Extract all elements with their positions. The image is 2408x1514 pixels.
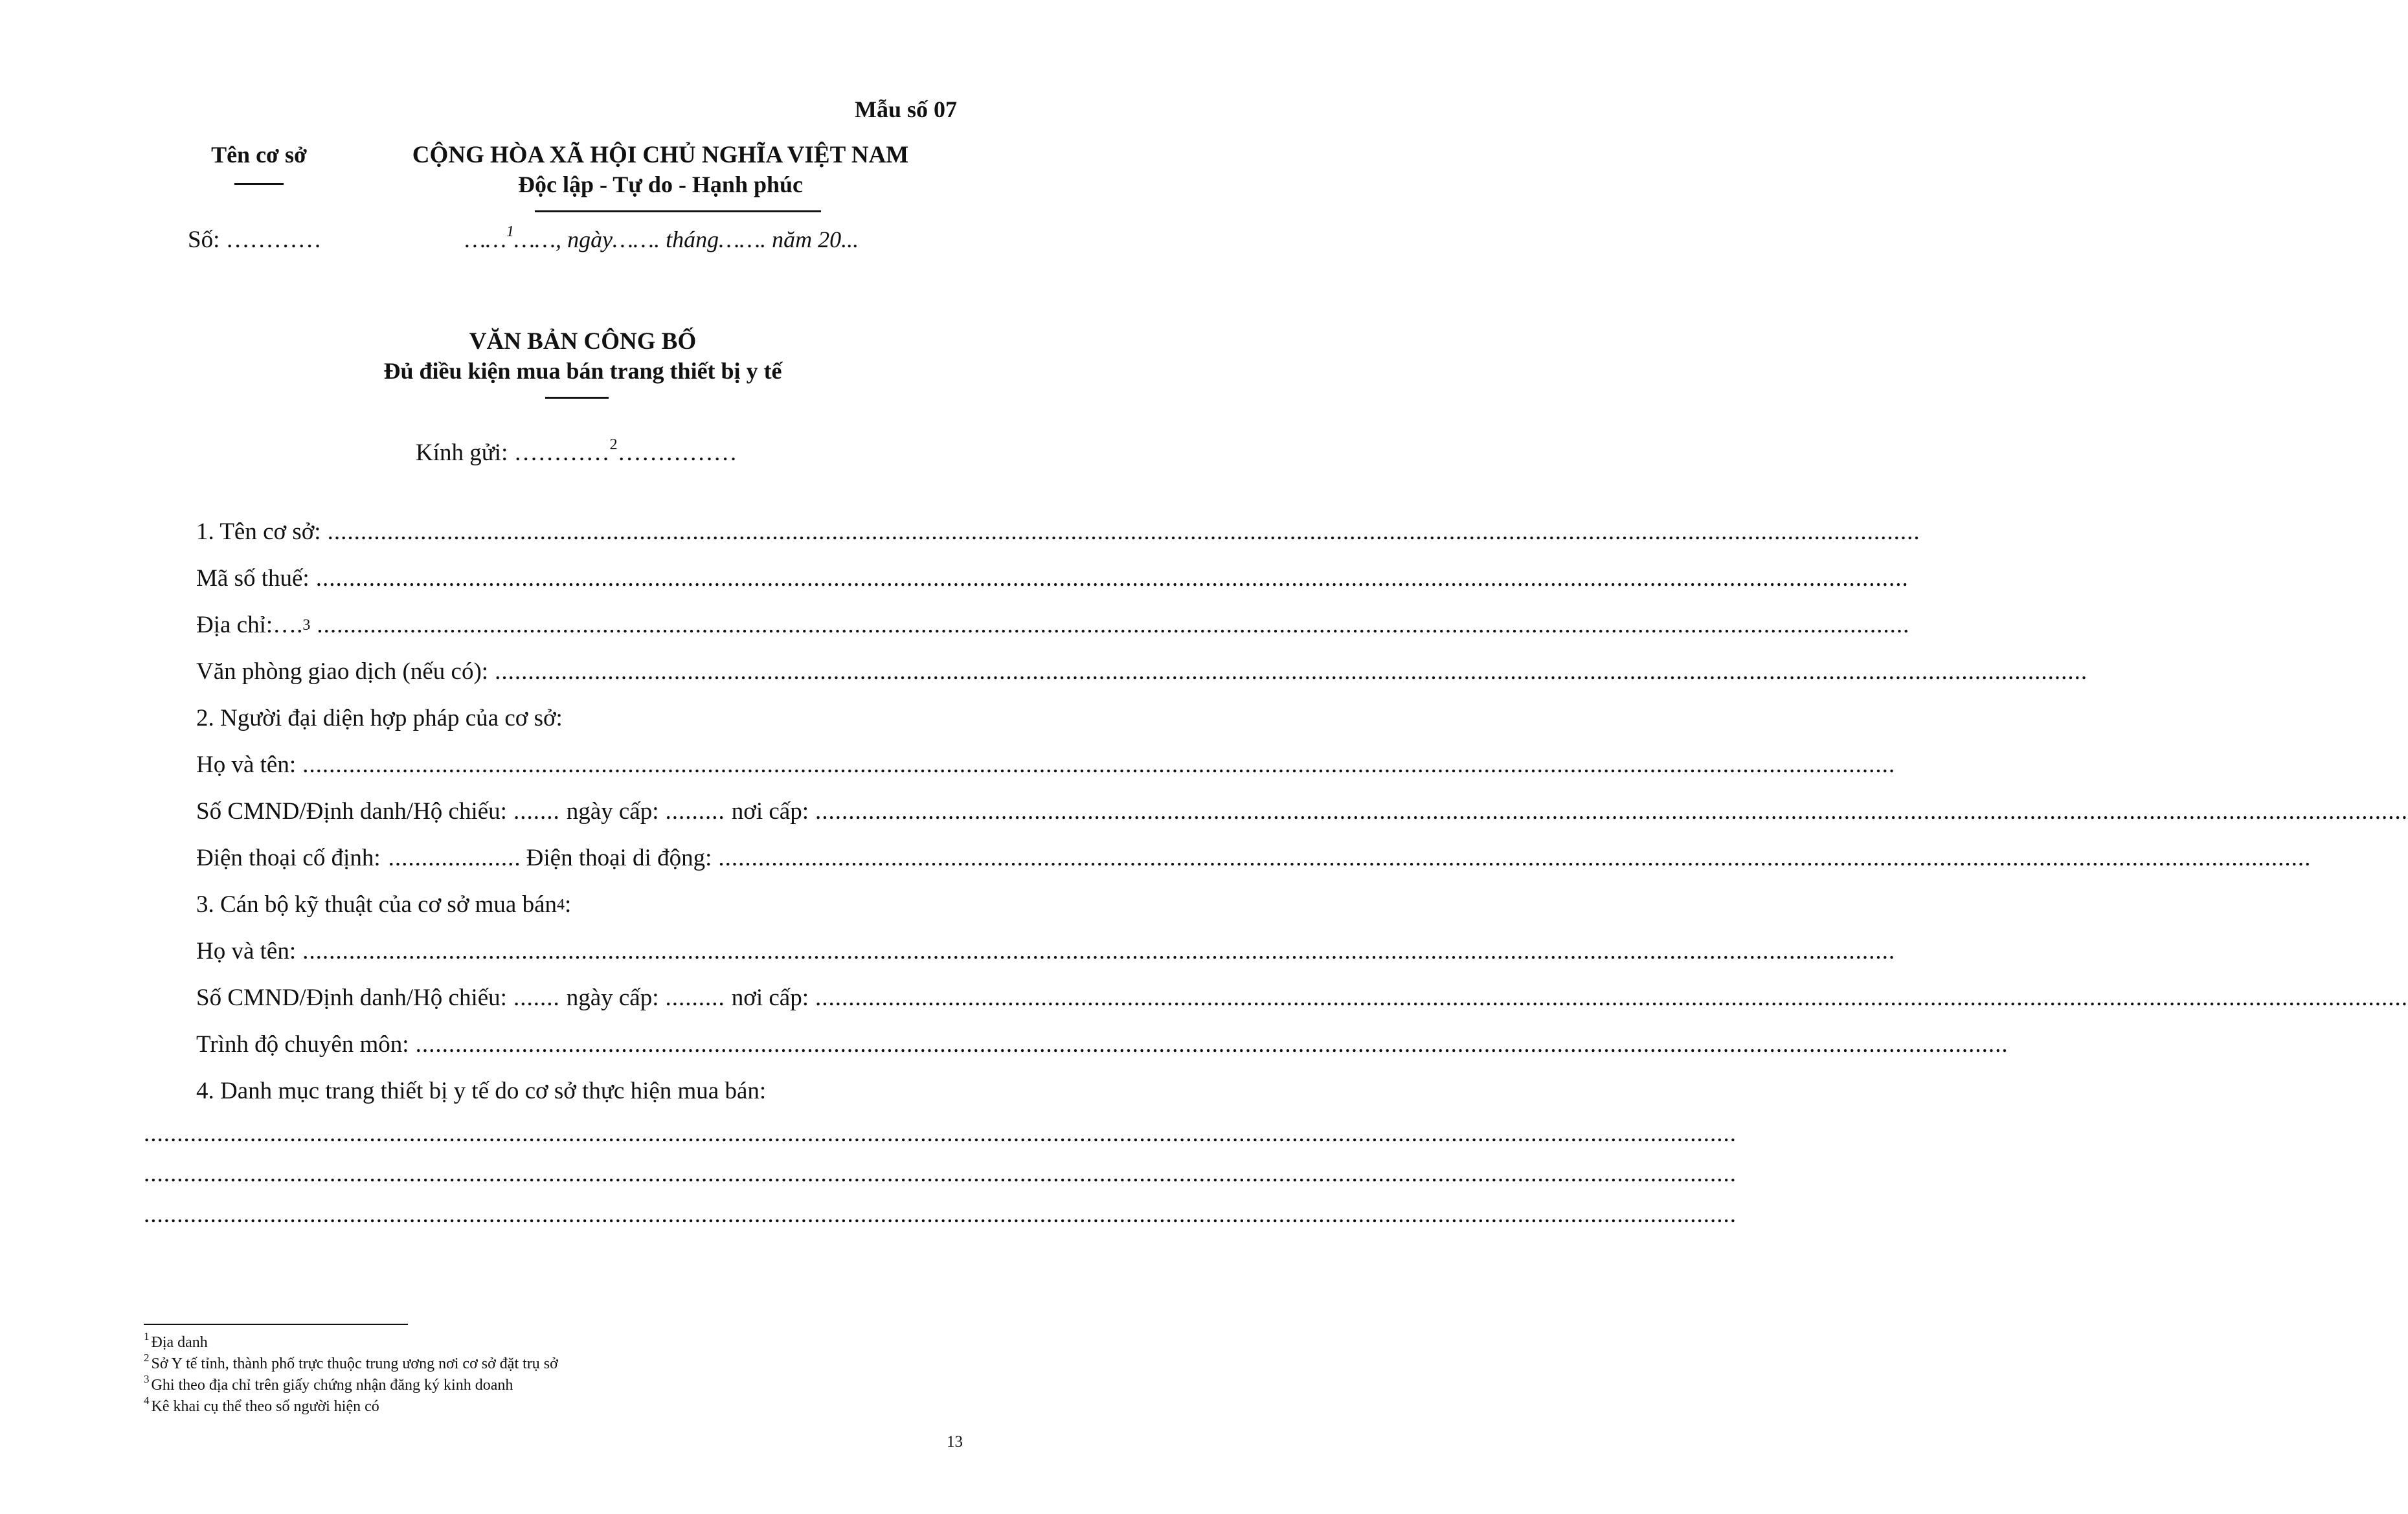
field-tax-code xyxy=(196,564,1909,597)
field-rep-name xyxy=(196,751,1896,783)
fill-dots: ................................................................................................................................................................................................................................................ xyxy=(302,751,1896,778)
document-title: VĂN BẢN CÔNG BỐ xyxy=(469,328,697,355)
day-dots: ……. xyxy=(613,227,660,252)
field-label: Họ và tên: xyxy=(196,938,297,964)
title-underline xyxy=(545,397,609,399)
issue-place-label: nơi cấp: xyxy=(731,798,809,825)
recipient-dots-b: …………… xyxy=(617,440,737,466)
org-name-label: Tên cơ sở xyxy=(211,142,307,168)
month-label: tháng xyxy=(666,227,719,252)
footnote xyxy=(144,1332,208,1353)
recipient-line xyxy=(416,436,737,467)
mobile-dots: ................................................................................................................................................................................................................................................ xyxy=(718,845,2312,871)
field-qualification xyxy=(196,1030,2009,1063)
footnote xyxy=(144,1353,558,1374)
document-subtitle: Đủ điều kiện mua bán trang thiết bị y tế xyxy=(383,358,782,384)
id-dots: ....... xyxy=(513,798,560,825)
field-label: Họ và tên: xyxy=(196,751,297,778)
place-footnote-ref: 1 xyxy=(506,223,515,240)
field-address: Địa chỉ:…. $^3$ ................................................................................................................................................................................................................................................ xyxy=(196,612,1910,638)
field-office xyxy=(196,658,2088,690)
national-motto: Độc lập - Tự do - Hạnh phúc xyxy=(517,172,804,197)
blank-dotted-line: ................................................................................................................................................................................................................................................ xyxy=(144,1120,1737,1147)
org-name-underline xyxy=(234,183,284,185)
section-label: 2. Người đại diện hợp pháp của cơ sở: xyxy=(196,705,563,731)
footnote-number: 2 xyxy=(144,1352,150,1364)
footnote-number: 1 xyxy=(144,1330,150,1342)
id-label: Số CMND/Định danh/Hộ chiếu: xyxy=(196,985,507,1011)
document-number xyxy=(188,226,322,254)
issue-place-dots: ................................................................................................................................................................................................................................................ xyxy=(815,985,2408,1011)
field-tech-name xyxy=(196,937,1896,970)
footnote-number: 4 xyxy=(144,1394,150,1407)
field-rep-phone xyxy=(196,844,2312,876)
section-4-heading xyxy=(196,1077,960,1109)
recipient-label: Kính gửi: xyxy=(416,440,508,466)
footnote-text: Ghi theo địa chỉ trên giấy chứng nhận đăng ký kinh doanh xyxy=(151,1377,513,1394)
blank-dotted-line: ................................................................................................................................................................................................................................................ xyxy=(144,1201,1737,1228)
fill-dots: ................................................................................................................................................................................................................................................ xyxy=(317,612,1910,638)
national-title: CỘNG HÒA XÃ HỘI CHỦ NGHĨA VIỆT NAM xyxy=(412,142,909,168)
recipient-dots-a: ………… xyxy=(513,440,610,466)
recipient-footnote-ref: 2 xyxy=(609,436,618,453)
field-rep-id xyxy=(196,797,2408,830)
section-3-heading: 3. Cán bộ kỹ thuật của cơ sở mua bán $^4$ : xyxy=(196,891,572,918)
number-dots: ………… xyxy=(225,227,322,253)
footnote xyxy=(144,1396,379,1417)
issue-place-dots: ................................................................................................................................................................................................................................................ xyxy=(815,798,2408,825)
issue-date-dots: ......... xyxy=(665,985,725,1011)
fill-dots: ................................................................................................................................................................................................................................................ xyxy=(327,518,1920,545)
form-number: Mẫu số 07 xyxy=(855,96,958,122)
month-dots: ……. xyxy=(719,227,767,252)
section-2-heading xyxy=(196,704,960,737)
blank-dotted-line: ................................................................................................................................................................................................................................................ xyxy=(144,1161,1737,1187)
issue-date-dots: ......... xyxy=(665,798,725,825)
page-number: 13 xyxy=(947,1433,963,1451)
fill-dots: ................................................................................................................................................................................................................................................ xyxy=(315,565,1909,592)
place-dots-a: …… xyxy=(465,227,507,252)
section-label: 4. Danh mục trang thiết bị y tế do cơ sở thực hiện mua bán: xyxy=(196,1078,767,1104)
fill-dots: ................................................................................................................................................................................................................................................ xyxy=(415,1031,2009,1058)
year-label: năm 20... xyxy=(772,227,859,252)
footnote xyxy=(144,1375,513,1396)
fill-dots: ................................................................................................................................................................................................................................................ xyxy=(302,938,1896,964)
field-label: Địa chỉ:…. xyxy=(196,612,303,638)
footnote-text: Địa danh xyxy=(151,1334,208,1351)
id-dots: ....... xyxy=(513,985,560,1011)
place-date-line xyxy=(465,223,859,253)
field-label: 1. Tên cơ sở: xyxy=(196,518,321,545)
field-label: Văn phòng giao dịch (nếu có): xyxy=(196,658,489,685)
footnote-text: Kê khai cụ thể theo số người hiện có xyxy=(151,1398,379,1415)
field-tech-id xyxy=(196,984,2408,1016)
fill-dots: ................................................................................................................................................................................................................................................ xyxy=(495,658,2088,685)
section-label: 3. Cán bộ kỹ thuật của cơ sở mua bán xyxy=(196,891,557,918)
footnote-text: Sở Y tế tỉnh, thành phố trực thuộc trung ương nơi cơ sở đặt trụ sở xyxy=(151,1355,558,1372)
footnote-separator xyxy=(144,1324,408,1325)
day-label: ngày xyxy=(567,227,613,252)
issue-place-label: nơi cấp: xyxy=(731,985,809,1011)
field-org-name xyxy=(196,518,1920,550)
footnote-number: 3 xyxy=(144,1373,150,1385)
field-label: Mã số thuế: xyxy=(196,565,309,592)
number-label: Số: xyxy=(188,227,220,253)
section-3-colon: : xyxy=(565,891,572,918)
issue-date-label: ngày cấp: xyxy=(566,985,659,1011)
place-dots-b: ……, xyxy=(514,227,562,252)
id-label: Số CMND/Định danh/Hộ chiếu: xyxy=(196,798,507,825)
motto-underline xyxy=(535,210,821,212)
landline-dots: .................... xyxy=(388,845,521,871)
field-label: Trình độ chuyên môn: xyxy=(196,1031,409,1058)
landline-label: Điện thoại cố định: xyxy=(196,845,381,871)
mobile-label: Điện thoại di động: xyxy=(526,845,712,871)
issue-date-label: ngày cấp: xyxy=(566,798,659,825)
